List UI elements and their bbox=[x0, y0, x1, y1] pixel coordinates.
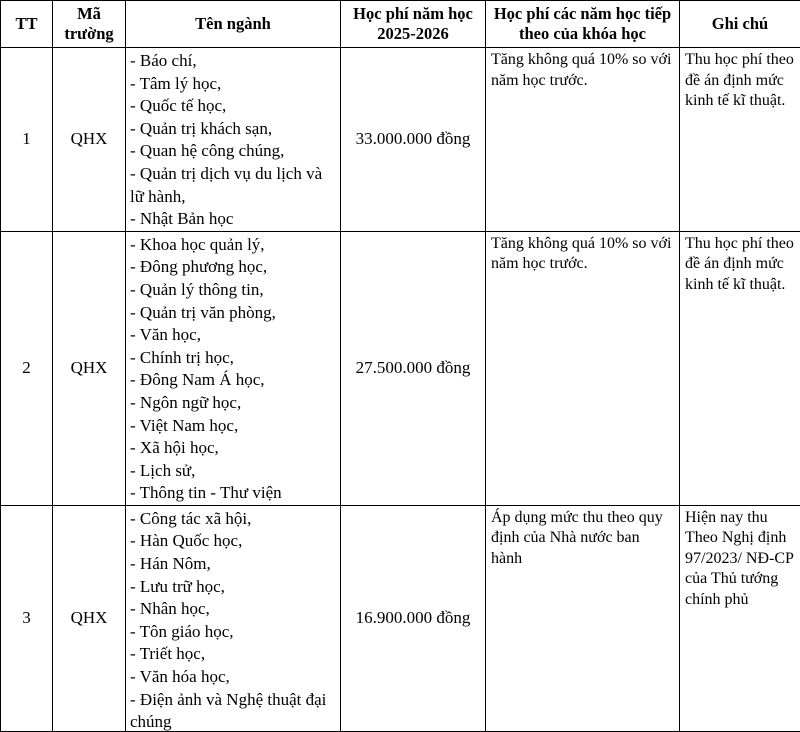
note: Thu học phí theo đề án định mức kinh tế kĩ thuật. bbox=[680, 48, 800, 232]
major-item: - Thông tin - Thư viện bbox=[130, 482, 336, 505]
header-note: Ghi chú bbox=[680, 1, 800, 48]
school-code: QHX bbox=[53, 48, 126, 232]
fee-2025: 27.500.000 đồng bbox=[341, 231, 486, 505]
major-item: - Nhật Bản học bbox=[130, 208, 336, 231]
major-item: - Đông phương học, bbox=[130, 256, 336, 279]
major-item: - Văn hóa học, bbox=[130, 666, 336, 689]
table-row bbox=[1, 231, 800, 505]
header-fee-2025: Học phí năm học 2025-2026 bbox=[341, 1, 486, 48]
major-item: - Công tác xã hội, bbox=[130, 508, 336, 531]
major-item: - Hán Nôm, bbox=[130, 553, 336, 576]
note: Hiện nay thu Theo Nghị định 97/2023/ NĐ-CP của Thủ tướng chính phủ bbox=[680, 505, 800, 731]
major-item: - Ngôn ngữ học, bbox=[130, 392, 336, 415]
major-item: - Khoa học quản lý, bbox=[130, 234, 336, 257]
fee-2025: 33.000.000 đồng bbox=[341, 48, 486, 232]
header-major: Tên ngành bbox=[126, 1, 341, 48]
major-item: - Tôn giáo học, bbox=[130, 621, 336, 644]
major-item: - Quản trị văn phòng, bbox=[130, 302, 336, 325]
header-fee-next: Học phí các năm học tiếp theo của khóa học bbox=[486, 1, 680, 48]
row-number: 1 bbox=[1, 48, 53, 232]
major-list bbox=[126, 231, 341, 505]
major-list bbox=[126, 505, 341, 731]
header-tt: TT bbox=[1, 1, 53, 48]
major-list bbox=[126, 48, 341, 232]
major-item: - Quan hệ công chúng, bbox=[130, 140, 336, 163]
major-item: - Triết học, bbox=[130, 643, 336, 666]
school-code: QHX bbox=[53, 505, 126, 731]
major-item: - Lịch sử, bbox=[130, 460, 336, 483]
major-item: - Quản trị khách sạn, bbox=[130, 118, 336, 141]
major-item: - Tâm lý học, bbox=[130, 73, 336, 96]
header-school-code: Mã trường bbox=[53, 1, 126, 48]
fee-2025: 16.900.000 đồng bbox=[341, 505, 486, 731]
row-number: 2 bbox=[1, 231, 53, 505]
major-item: - Chính trị học, bbox=[130, 347, 336, 370]
major-item: - Báo chí, bbox=[130, 50, 336, 73]
major-item: - Việt Nam học, bbox=[130, 415, 336, 438]
major-item: - Hàn Quốc học, bbox=[130, 530, 336, 553]
major-list-viewport bbox=[130, 508, 336, 731]
school-code: QHX bbox=[53, 231, 126, 505]
major-item: - Văn học, bbox=[130, 324, 336, 347]
major-item: - Quản trị dịch vụ du lịch và lữ hành, bbox=[130, 163, 336, 208]
major-item: - Quản lý thông tin, bbox=[130, 279, 336, 302]
major-item: - Lưu trữ học, bbox=[130, 576, 336, 599]
fee-next-years: Áp dụng mức thu theo quy định của Nhà nước ban hành bbox=[486, 505, 680, 731]
major-item: - Quốc tế học, bbox=[130, 95, 336, 118]
major-item: - Điện ảnh và Nghệ thuật đại chúng bbox=[130, 689, 336, 731]
note: Thu học phí theo đề án định mức kinh tế kĩ thuật. bbox=[680, 231, 800, 505]
table-row bbox=[1, 505, 800, 731]
major-item: - Đông Nam Á học, bbox=[130, 369, 336, 392]
fee-next-years: Tăng không quá 10% so với năm học trước. bbox=[486, 48, 680, 232]
table-row bbox=[1, 48, 800, 232]
major-item: - Xã hội học, bbox=[130, 437, 336, 460]
row-number: 3 bbox=[1, 505, 53, 731]
fee-next-years: Tăng không quá 10% so với năm học trước. bbox=[486, 231, 680, 505]
major-item: - Nhân học, bbox=[130, 598, 336, 621]
header-row bbox=[1, 1, 800, 48]
